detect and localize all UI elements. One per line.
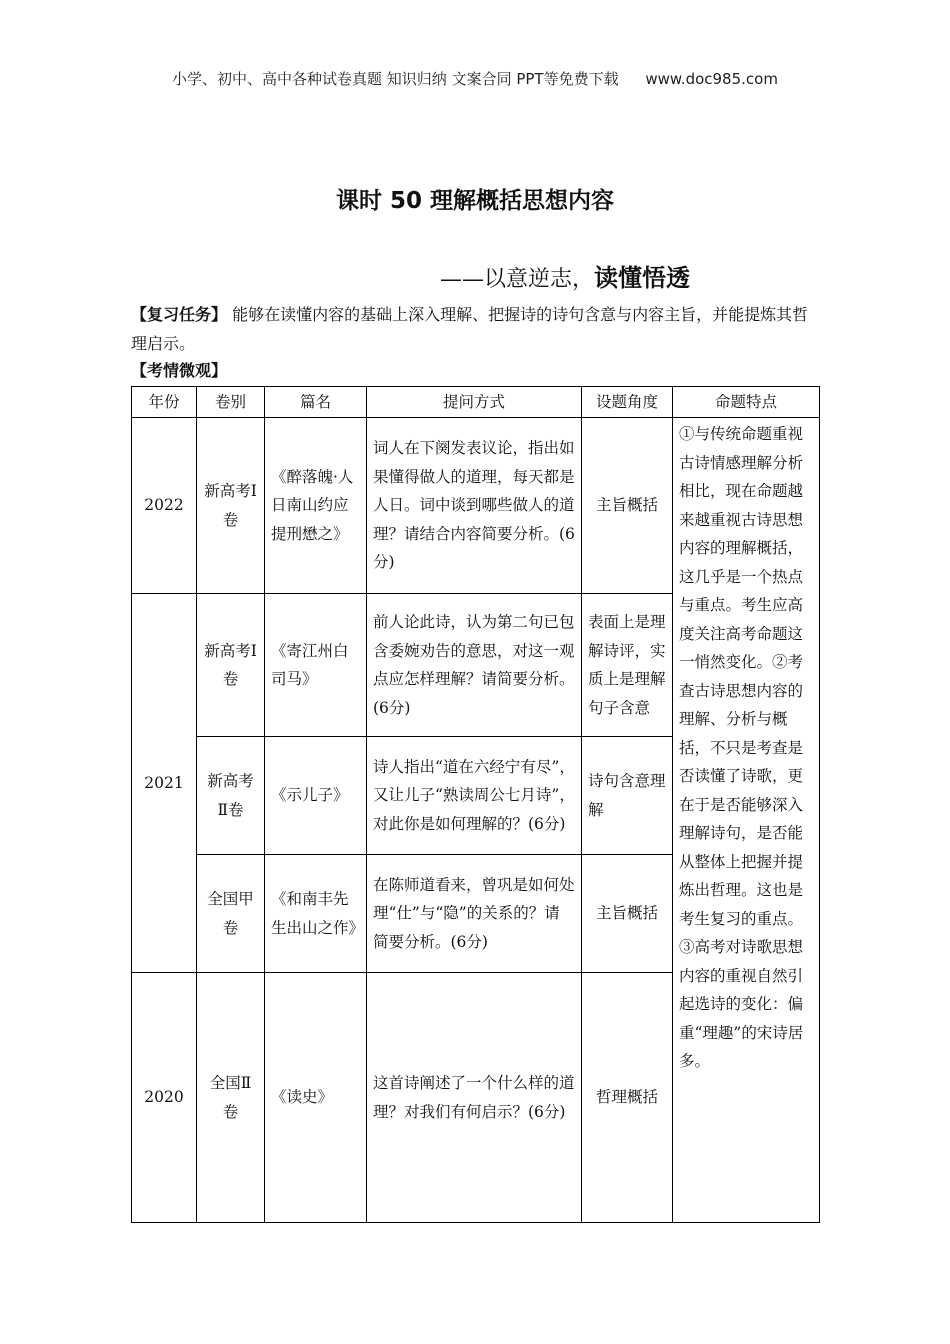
header-text: 小学、初中、高中各种试卷真题 知识归纳 文案合同 PPT等免费下载 [172,70,619,88]
cell-poem: 《醉落魄·人日南山约应提刑懋之》 [265,418,367,594]
cell-question: 词人在下阕发表议论，指出如果懂得做人的道理，每天都是人日。词中谈到哪些做人的道理？请结合内容简要分析。(6分) [367,418,582,594]
page-header [0,68,950,89]
subtitle-emphasis: 读懂悟透 [594,264,691,292]
cell-angle: 表面上是理解诗评，实质上是理解句子含意 [582,594,673,737]
cell-question: 这首诗阐述了一个什么样的道理？对我们有何启示？(6分) [367,973,582,1223]
cell-angle: 哲理概括 [582,973,673,1223]
subtitle-dash: ——以意逆志， [440,267,595,292]
review-task-text: 能够在读懂内容的基础上深入理解、把握诗的诗句含意与内容主旨，并能提炼其哲理启示。 [131,305,809,353]
header-features: 命题特点 [673,387,820,418]
exam-table [131,386,820,1223]
header-question: 提问方式 [367,387,582,418]
cell-question: 在陈师道看来，曾巩是如何处理“仕”与“隐”的关系的？请简要分析。(6分) [367,855,582,973]
review-task-label: 【复习任务】 [131,305,228,324]
cell-paper: 全国Ⅱ卷 [197,973,265,1223]
cell-year: 2022 [132,418,197,594]
header-year: 年份 [132,387,197,418]
cell-year: 2021 [132,594,197,973]
cell-paper: 新高考Ⅱ卷 [197,737,265,855]
cell-poem: 《示儿子》 [265,737,367,855]
cell-poem: 《读史》 [265,973,367,1223]
header-angle: 设题角度 [582,387,673,418]
cell-angle: 主旨概括 [582,855,673,973]
table-header-row [132,387,820,418]
cell-year: 2020 [132,973,197,1223]
exam-overview-label: 【考情微观】 [131,361,228,380]
page-subtitle [440,258,690,293]
header-paper: 卷别 [197,387,265,418]
cell-paper: 全国甲卷 [197,855,265,973]
review-task [131,300,821,358]
cell-angle: 主旨概括 [582,418,673,594]
cell-paper: 新高考Ⅰ卷 [197,418,265,594]
cell-poem: 《和南丰先生出山之作》 [265,855,367,973]
cell-poem: 《寄江州白司马》 [265,594,367,737]
page-title: 课时 50 理解概括思想内容 [335,188,615,214]
cell-question: 前人论此诗，认为第二句已包含委婉劝告的意思，对这一观点应怎样理解？请简要分析。(6分) [367,594,582,737]
cell-paper: 新高考Ⅰ卷 [197,594,265,737]
header-poem: 篇名 [265,387,367,418]
cell-angle: 诗句含意理解 [582,737,673,855]
cell-features: ①与传统命题重视古诗情感理解分析相比，现在命题越来越重视古诗思想内容的理解概括，这几乎是一个热点与重点。考生应高度关注高考命题这一悄然变化。②考查古诗思想内容的理解、分析与概括，不只是考查是否读懂了诗歌，更在于是否能够深入理解诗句，是否能从整体上把握并提炼出哲理。这也是考生复习的重点。③高考对诗歌思想内容的重视自然引起选诗的变化：偏重“理趣”的宋诗居多。 [673,418,820,1223]
table-row [132,418,820,594]
cell-question: 诗人指出“道在六经宁有尽”，又让儿子“熟读周公七月诗”，对此你是如何理解的？(6分) [367,737,582,855]
header-site[interactable]: www.doc985.com [645,70,778,88]
